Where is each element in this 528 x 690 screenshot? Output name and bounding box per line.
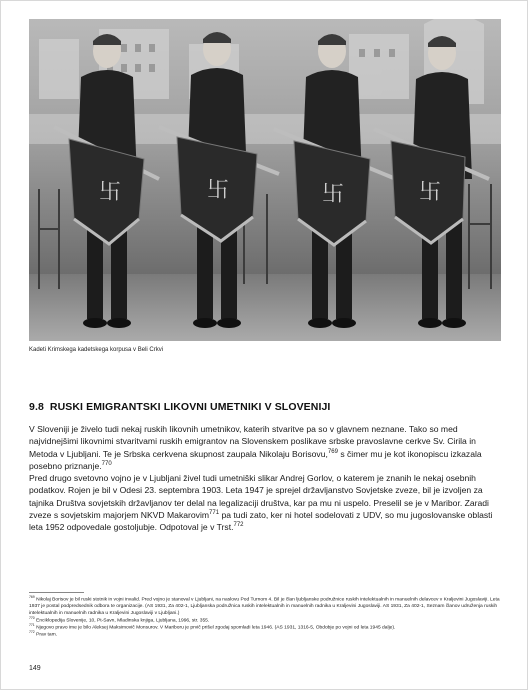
footnote-number: 769 — [29, 595, 35, 599]
paragraph-2 — [29, 472, 501, 533]
footnote-divider — [29, 592, 84, 593]
paragraph-2-cont: pa tudi zato, ker ni hotel sodelovati z UDV, so mu jugoslovanske oblasti leta 1952 odpovedale gostoljubje. Odpotoval je v Trst. — [29, 510, 493, 533]
footnote-text: Prav tam. — [36, 633, 58, 639]
footnote-number: 771 — [29, 623, 35, 628]
svg-text:卐: 卐 — [207, 178, 230, 203]
section-heading — [29, 401, 330, 413]
svg-text:卐: 卐 — [99, 180, 122, 205]
footnote-ref-769[interactable]: 769 — [327, 448, 338, 455]
footnote-ref-771[interactable]: 771 — [209, 510, 220, 517]
footnote-text: Enciklopedija Slovenije, 10, Pt-Savn, Mladinska knjiga, Ljubljana, 1996, str. 355. — [36, 618, 210, 624]
footnote-text: Njegovo pravo ime je bilo Aleksej Maksimovič Monsurov. V Mariboru je prvič prišel zgodaj spomladi leta 1946. (AS 1931, 1316-5, Obdobje po vojni od leta 1945 dalje). — [36, 625, 396, 631]
photo-caption: Kadeti Krimskega kadetskega korpusa v Beli Crkvi — [29, 347, 164, 353]
footnote — [29, 632, 501, 639]
footnote-ref-770[interactable]: 770 — [101, 461, 112, 468]
historical-photo — [29, 19, 501, 341]
svg-text:卐: 卐 — [419, 180, 442, 205]
footnote — [29, 597, 501, 618]
footnotes — [29, 597, 501, 640]
footnote-number: 770 — [29, 615, 35, 620]
section-title: RUSKI EMIGRANTSKI LIKOVNI UMETNIKI V SLOVENIJI — [49, 401, 331, 413]
paragraph-1-cont: s čimer mu je kot ikonopiscu izkazala posebno priznanje. — [29, 448, 482, 471]
page-number: 149 — [29, 665, 41, 672]
paragraph-1 — [29, 423, 501, 472]
body-text — [29, 423, 501, 534]
footnote-ref-772[interactable]: 772 — [233, 522, 244, 529]
footnote-text: Nikolaj Borisov je bil ruski stotnik in vojni invalid. Pred vojno je stanoval v Ljubljani, na naslovu Pod Turnom 4. Bil je član ljubljanske podružnice ruskih intelektualnih in manuelnih delavcev v Kraljevini Jugoslaviji. Leta 1937 je postal podpredsednik odbora te organizacije. (AS 1931, Za 402-1, Ljubljanska podružnica ruskih intelektualnih in manuelnih radnika u Kraljevini Jugoslaviji. AS 1931, Za 402-1, Seznam članov udruženja ruskih intelektualnih in manuelnih radnika u Kraljevini Jugoslaviji v Ljubljani.) — [29, 597, 500, 617]
footnote-number: 772 — [29, 630, 35, 635]
cadets-photo-illustration — [29, 19, 501, 341]
section-number: 9.8 — [29, 401, 44, 413]
svg-text:卐: 卐 — [322, 182, 345, 207]
paragraph-1-text: V Sloveniji je živelo tudi nekaj ruskih likovnih umetnikov, katerih stvaritve pa so v glavnem neznane. Tako so med najvidnejšimi likovnimi stvaritvami ruskih emigrantov na Slovenskem poslikave srbske pravoslavne cerkve Sv. Cirila in Metoda v Ljubljani. Te je Srbska cerkvena skupnost zaupala Nikolaju Borisovu, — [29, 424, 476, 459]
paragraph-2-text: Pred drugo svetovno vojno je v Ljubljani živel tudi umetniški slikar Andrej Gorlov, o katerem je znanih le nekaj osebnih podatkov. Rojen je bil v Odesi 23. septembra 1903. Leta 1947 je sprejel državljanstvo Sovjetske zveze, bil je izvoljen za tajnika Društva sovjetskih državljanov ter delal na legalizaciji društva, kar pa mu ni uspelo. Preselil se je v Maribor. Zaradi zveze s sovjetskim majorjem NKVD Makarovim — [29, 473, 489, 521]
